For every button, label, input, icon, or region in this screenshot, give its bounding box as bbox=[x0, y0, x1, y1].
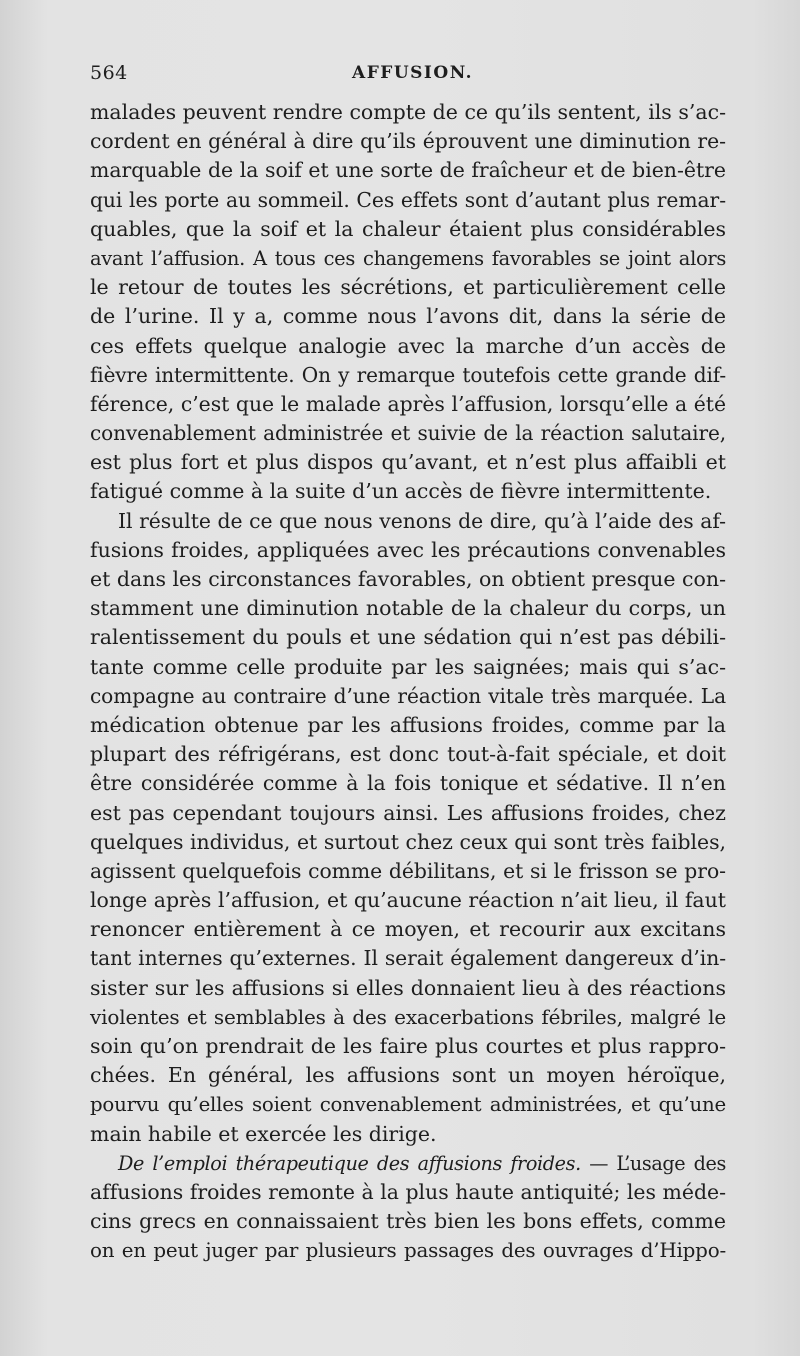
text-line: quables, que la soif et la chaleur étaient plus considérables bbox=[90, 216, 726, 241]
text-line: ces effets quelque analogie avec la marche d’un accès de bbox=[90, 333, 726, 358]
text-line: sister sur les affusions si elles donnaient lieu à des réactions bbox=[90, 975, 726, 1000]
text-line: Il résulte de ce que nous venons de dire, qu’à l’aide des af- bbox=[118, 508, 726, 533]
text-line: fusions froides, appliquées avec les précautions convenables bbox=[90, 537, 726, 562]
section-lead-line bbox=[90, 1149, 726, 1178]
text-line: malades peuvent rendre compte de ce qu’ils sentent, ils s’ac- bbox=[90, 100, 726, 124]
text-line: être considérée comme à la fois tonique et sédative. Il n’en bbox=[90, 771, 726, 796]
text-line: longe après l’affusion, et qu’aucune réaction n’ait lieu, il faut bbox=[90, 888, 726, 913]
text-line: quelques individus, et surtout chez ceux qui sont très faibles, bbox=[90, 829, 726, 854]
text-line: plupart des réfrigérans, est donc tout-à-fait spéciale, et doit bbox=[90, 742, 726, 767]
text-line: et dans les circonstances favorables, on obtient presque con- bbox=[90, 567, 726, 591]
running-head: AFFUSION. bbox=[352, 63, 474, 83]
text-line: renoncer entièrement à ce moyen, et recourir aux excitans bbox=[90, 917, 726, 942]
text-line: est plus fort et plus dispos qu’avant, et n’est plus affaibli et bbox=[90, 450, 726, 475]
section-heading: De l’emploi thérapeutique des affusions froides. bbox=[118, 1151, 581, 1175]
paragraph-2 bbox=[90, 507, 726, 1149]
text-line: agissent quelquefois comme débilitans, et si le frisson se pro- bbox=[90, 858, 726, 883]
page-number: 564 bbox=[90, 62, 128, 84]
text-line: pourvu qu’elles soient convenablement administrées, et qu’une bbox=[90, 1093, 726, 1117]
text-line: le retour de toutes les sécrétions, et particulièrement celle bbox=[90, 275, 726, 300]
section-lead-text: — L’usage des bbox=[580, 1151, 727, 1175]
paragraph-1 bbox=[90, 98, 726, 507]
body-text bbox=[90, 98, 726, 1266]
text-line: qui les porte au sommeil. Ces effets sont d’autant plus remar- bbox=[90, 187, 726, 212]
text-line: chées. En général, les affusions sont un moyen héroïque, bbox=[90, 1063, 726, 1088]
text-line: est pas cependant toujours ainsi. Les affusions froides, chez bbox=[90, 800, 726, 825]
paragraph-3 bbox=[90, 1149, 726, 1266]
text-line: fatigué comme à la suite d’un accès de fièvre intermittente. bbox=[90, 479, 712, 504]
text-line: marquable de la soif et une sorte de fraîcheur et de bien-être bbox=[90, 158, 726, 183]
page-header bbox=[90, 62, 730, 90]
text-line: main habile et exercée les dirige. bbox=[90, 1121, 437, 1146]
text-line: affusions froides remonte à la plus haute antiquité; les méde- bbox=[90, 1179, 726, 1204]
text-line: compagne au contraire d’une réaction vitale très marquée. La bbox=[90, 683, 726, 708]
text-line: stamment une diminution notable de la chaleur du corps, un bbox=[90, 596, 726, 621]
text-line: ralentissement du pouls et une sédation qui n’est pas débili- bbox=[90, 625, 726, 650]
text-line: violentes et semblables à des exacerbations fébriles, malgré le bbox=[90, 1004, 726, 1029]
text-line: médication obtenue par les affusions froides, comme par la bbox=[90, 712, 726, 737]
text-line: férence, c’est que le malade après l’affusion, lorsqu’elle a été bbox=[90, 391, 726, 416]
text-line: cordent en général à dire qu’ils éprouvent une diminution re- bbox=[90, 129, 726, 154]
text-line: fièvre intermittente. On y remarque toutefois cette grande dif- bbox=[90, 362, 726, 387]
text-line: avant l’affusion. A tous ces changemens favorables se joint alors bbox=[90, 246, 726, 270]
text-line: cins grecs en connaissaient très bien les bons effets, comme bbox=[90, 1209, 726, 1234]
text-line: tant internes qu’externes. Il serait également dangereux d’in- bbox=[90, 946, 726, 971]
text-line: tante comme celle produite par les saignées; mais qui s’ac- bbox=[90, 654, 726, 679]
text-line: on en peut juger par plusieurs passages des ouvrages d’Hippo- bbox=[90, 1239, 726, 1263]
text-line: soin qu’on prendrait de les faire plus courtes et plus rappro- bbox=[90, 1034, 726, 1058]
text-line: convenablement administrée et suivie de la réaction salutaire, bbox=[90, 421, 726, 446]
text-line: de l’urine. Il y a, comme nous l’avons dit, dans la série de bbox=[90, 304, 726, 329]
